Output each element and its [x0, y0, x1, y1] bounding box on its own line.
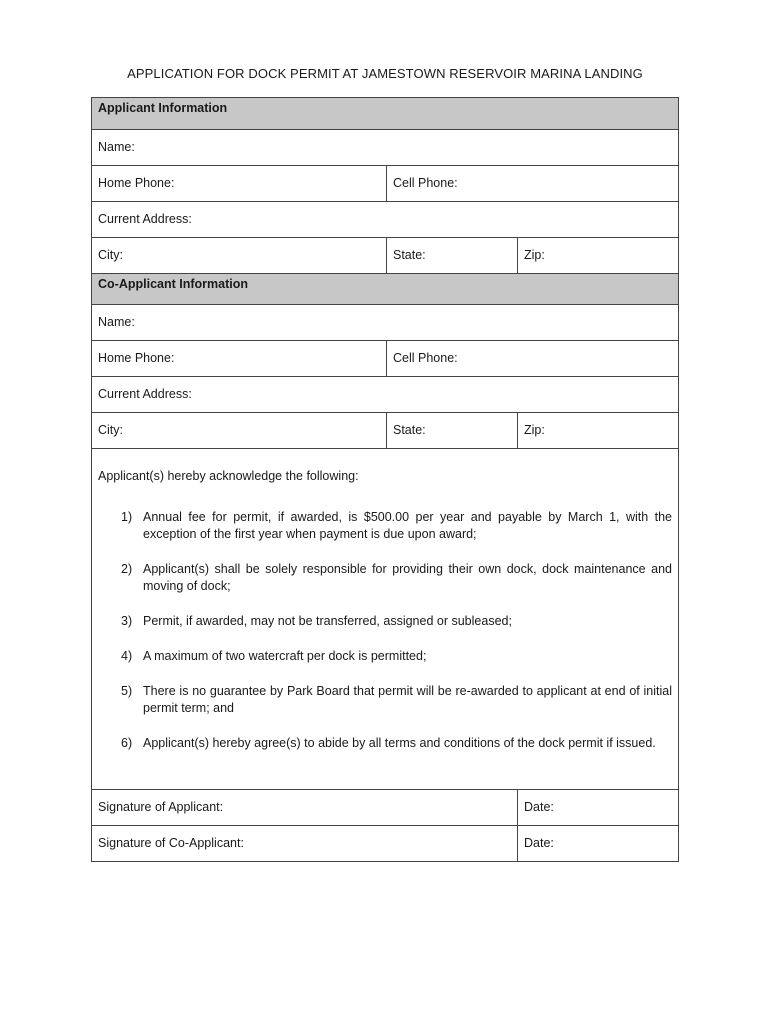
acknowledgement-item	[98, 509, 672, 543]
item-text: Permit, if awarded, may not be transferred, assigned or subleased;	[143, 614, 512, 628]
coapplicant-home-phone-field[interactable]: Home Phone:	[98, 351, 175, 365]
acknowledgement-item	[98, 648, 672, 665]
item-text: Applicant(s) shall be solely responsible for providing their own dock, dock maintenance and moving of dock;	[143, 562, 672, 593]
permit-form	[91, 97, 679, 862]
coapplicant-address-field[interactable]: Current Address:	[98, 387, 192, 401]
coapplicant-section-header	[92, 273, 678, 304]
item-number: 3)	[121, 614, 133, 628]
coapplicant-cell-phone-field[interactable]: Cell Phone:	[386, 341, 678, 376]
item-text: There is no guarantee by Park Board that permit will be re-awarded to applicant at end of initial permit term; and	[143, 684, 672, 715]
applicant-name-row	[92, 129, 678, 165]
coapplicant-name-row	[92, 304, 678, 340]
acknowledgement-item	[98, 683, 672, 717]
coapplicant-phone-row	[92, 340, 678, 376]
item-number: 5)	[121, 684, 133, 698]
applicant-city-field[interactable]: City:	[98, 248, 123, 262]
applicant-signature-row	[92, 789, 678, 825]
coapplicant-zip-field[interactable]: Zip:	[517, 413, 678, 448]
coapplicant-signature-field[interactable]: Signature of Co-Applicant:	[98, 836, 244, 850]
coapplicant-signature-row	[92, 825, 678, 861]
coapplicant-date-field[interactable]: Date:	[517, 826, 678, 861]
acknowledgement-section	[92, 448, 678, 789]
item-number: 6)	[121, 736, 133, 750]
coapplicant-name-field[interactable]: Name:	[98, 315, 135, 329]
applicant-header-label: Applicant Information	[98, 101, 228, 115]
coapplicant-city-row	[92, 412, 678, 448]
coapplicant-city-field[interactable]: City:	[98, 423, 123, 437]
applicant-zip-field[interactable]: Zip:	[517, 238, 678, 273]
item-text: A maximum of two watercraft per dock is permitted;	[143, 649, 427, 663]
applicant-date-field[interactable]: Date:	[517, 790, 678, 825]
coapplicant-state-field[interactable]: State:	[386, 413, 517, 448]
applicant-cell-phone-field[interactable]: Cell Phone:	[386, 166, 678, 201]
applicant-home-phone-field[interactable]: Home Phone:	[98, 176, 175, 190]
acknowledgement-intro: Applicant(s) hereby acknowledge the following:	[98, 469, 359, 483]
applicant-signature-field[interactable]: Signature of Applicant:	[98, 800, 224, 814]
item-text: Applicant(s) hereby agree(s) to abide by all terms and conditions of the dock permit if issued.	[143, 736, 656, 750]
item-number: 1)	[121, 510, 133, 524]
applicant-state-field[interactable]: State:	[386, 238, 517, 273]
acknowledgement-item	[98, 561, 672, 595]
item-number: 2)	[121, 562, 133, 576]
applicant-section-header	[92, 98, 678, 129]
item-number: 4)	[121, 649, 133, 663]
applicant-phone-row	[92, 165, 678, 201]
coapplicant-address-row	[92, 376, 678, 412]
acknowledgement-block	[92, 449, 678, 789]
item-text: Annual fee for permit, if awarded, is $500.00 per year and payable by March 1, with the exception of the first year when payment is due upon award;	[143, 510, 672, 541]
coapplicant-header-label: Co-Applicant Information	[98, 277, 248, 291]
applicant-name-field[interactable]: Name:	[98, 140, 135, 154]
applicant-address-row	[92, 201, 678, 237]
form-title: APPLICATION FOR DOCK PERMIT AT JAMESTOWN RESERVOIR MARINA LANDING	[127, 66, 643, 81]
applicant-address-field[interactable]: Current Address:	[98, 212, 192, 226]
acknowledgement-item	[98, 613, 672, 630]
applicant-city-row	[92, 237, 678, 273]
acknowledgement-item	[98, 735, 672, 752]
